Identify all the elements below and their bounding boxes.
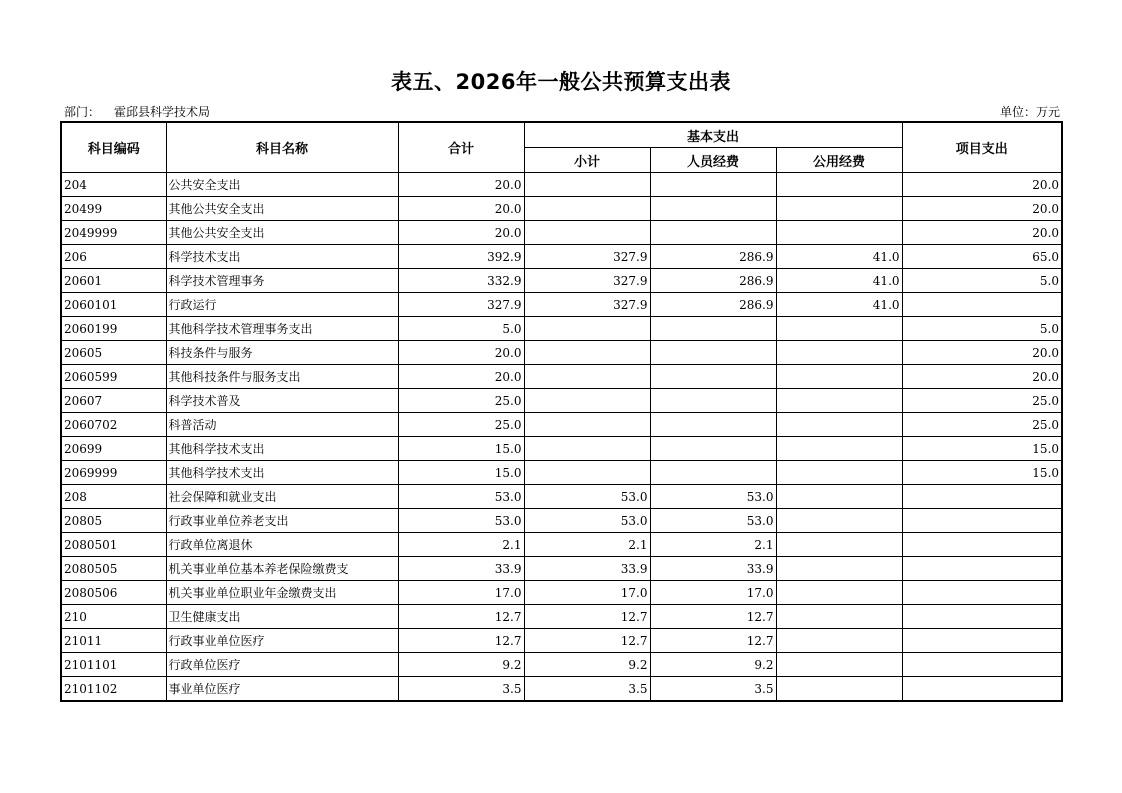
cell-project: 20.0 — [902, 365, 1062, 389]
cell-total: 53.0 — [398, 509, 524, 533]
cell-project — [902, 653, 1062, 677]
table-row — [61, 245, 1062, 269]
table-row — [61, 269, 1062, 293]
cell-name: 其他科学技术支出 — [166, 437, 398, 461]
cell-total: 327.9 — [398, 293, 524, 317]
header-total: 合计 — [398, 122, 524, 173]
cell-total: 20.0 — [398, 221, 524, 245]
cell-name: 事业单位医疗 — [166, 677, 398, 702]
cell-name: 卫生健康支出 — [166, 605, 398, 629]
table-row — [61, 557, 1062, 581]
cell-subtotal: 327.9 — [524, 245, 650, 269]
cell-name: 其他公共安全支出 — [166, 197, 398, 221]
cell-project: 15.0 — [902, 461, 1062, 485]
cell-project — [902, 533, 1062, 557]
cell-code: 2060101 — [61, 293, 166, 317]
cell-total: 33.9 — [398, 557, 524, 581]
cell-name: 行政事业单位医疗 — [166, 629, 398, 653]
cell-subtotal: 327.9 — [524, 293, 650, 317]
cell-name: 科学技术普及 — [166, 389, 398, 413]
table-row — [61, 389, 1062, 413]
cell-name: 科学技术管理事务 — [166, 269, 398, 293]
cell-code: 2080506 — [61, 581, 166, 605]
cell-code: 2060199 — [61, 317, 166, 341]
cell-personnel: 2.1 — [650, 533, 776, 557]
cell-code: 20499 — [61, 197, 166, 221]
table-row — [61, 341, 1062, 365]
cell-project: 65.0 — [902, 245, 1062, 269]
table-row — [61, 173, 1062, 197]
cell-subtotal: 17.0 — [524, 581, 650, 605]
cell-name: 科学技术支出 — [166, 245, 398, 269]
table-row — [61, 653, 1062, 677]
cell-public — [776, 509, 902, 533]
cell-total: 12.7 — [398, 605, 524, 629]
cell-project — [902, 557, 1062, 581]
cell-name: 其他科学技术管理事务支出 — [166, 317, 398, 341]
cell-code: 208 — [61, 485, 166, 509]
cell-personnel: 286.9 — [650, 269, 776, 293]
cell-total: 25.0 — [398, 389, 524, 413]
cell-code: 21011 — [61, 629, 166, 653]
cell-subtotal: 2.1 — [524, 533, 650, 557]
budget-table — [60, 121, 1063, 702]
header-code: 科目编码 — [61, 122, 166, 173]
cell-project: 25.0 — [902, 413, 1062, 437]
cell-subtotal — [524, 173, 650, 197]
cell-project: 20.0 — [902, 221, 1062, 245]
cell-public — [776, 533, 902, 557]
cell-code: 210 — [61, 605, 166, 629]
cell-project — [902, 293, 1062, 317]
cell-personnel: 3.5 — [650, 677, 776, 702]
department-label: 部门： — [64, 105, 101, 119]
cell-total: 2.1 — [398, 533, 524, 557]
cell-subtotal — [524, 197, 650, 221]
cell-personnel: 33.9 — [650, 557, 776, 581]
page-title: 表五、2026年一般公共预算支出表 — [391, 70, 731, 94]
cell-code: 2069999 — [61, 461, 166, 485]
cell-code: 2049999 — [61, 221, 166, 245]
cell-name: 行政单位离退休 — [166, 533, 398, 557]
header-basic: 基本支出 — [524, 122, 902, 148]
cell-total: 20.0 — [398, 365, 524, 389]
cell-public — [776, 629, 902, 653]
cell-name: 公共安全支出 — [166, 173, 398, 197]
header-personnel: 人员经费 — [650, 148, 776, 173]
cell-name: 行政事业单位养老支出 — [166, 509, 398, 533]
cell-project — [902, 509, 1062, 533]
cell-personnel — [650, 197, 776, 221]
cell-personnel — [650, 461, 776, 485]
cell-public — [776, 221, 902, 245]
cell-public — [776, 485, 902, 509]
cell-total: 53.0 — [398, 485, 524, 509]
cell-total: 17.0 — [398, 581, 524, 605]
cell-code: 206 — [61, 245, 166, 269]
cell-name: 其他科学技术支出 — [166, 461, 398, 485]
table-row — [61, 293, 1062, 317]
cell-public — [776, 365, 902, 389]
cell-subtotal — [524, 389, 650, 413]
cell-total: 20.0 — [398, 197, 524, 221]
table-header — [61, 122, 1062, 173]
cell-subtotal — [524, 317, 650, 341]
cell-subtotal: 33.9 — [524, 557, 650, 581]
table-row — [61, 317, 1062, 341]
table-row — [61, 509, 1062, 533]
cell-code: 2101101 — [61, 653, 166, 677]
cell-public: 41.0 — [776, 269, 902, 293]
cell-subtotal: 9.2 — [524, 653, 650, 677]
cell-public — [776, 437, 902, 461]
department-info — [64, 103, 210, 120]
cell-subtotal — [524, 437, 650, 461]
cell-public: 41.0 — [776, 245, 902, 269]
cell-subtotal — [524, 341, 650, 365]
cell-personnel: 53.0 — [650, 485, 776, 509]
cell-project — [902, 581, 1062, 605]
unit-info: 单位：万元 — [999, 105, 1060, 119]
cell-subtotal — [524, 365, 650, 389]
table-row — [61, 221, 1062, 245]
table-row — [61, 533, 1062, 557]
cell-name: 行政单位医疗 — [166, 653, 398, 677]
table-body — [61, 173, 1062, 702]
cell-public — [776, 389, 902, 413]
cell-name: 社会保障和就业支出 — [166, 485, 398, 509]
cell-total: 15.0 — [398, 437, 524, 461]
cell-subtotal: 53.0 — [524, 509, 650, 533]
cell-public: 41.0 — [776, 293, 902, 317]
cell-project: 5.0 — [902, 317, 1062, 341]
cell-personnel — [650, 173, 776, 197]
cell-public — [776, 461, 902, 485]
table-row — [61, 461, 1062, 485]
department-value: 霍邱县科学技术局 — [114, 105, 211, 119]
table-row — [61, 413, 1062, 437]
cell-subtotal: 12.7 — [524, 629, 650, 653]
cell-total: 392.9 — [398, 245, 524, 269]
cell-code: 20601 — [61, 269, 166, 293]
header-name: 科目名称 — [166, 122, 398, 173]
cell-total: 3.5 — [398, 677, 524, 702]
cell-name: 科技条件与服务 — [166, 341, 398, 365]
cell-project: 5.0 — [902, 269, 1062, 293]
cell-personnel: 12.7 — [650, 629, 776, 653]
cell-public — [776, 317, 902, 341]
header-public: 公用经费 — [776, 148, 902, 173]
table-row — [61, 581, 1062, 605]
cell-total: 9.2 — [398, 653, 524, 677]
table-row — [61, 197, 1062, 221]
cell-name: 科普活动 — [166, 413, 398, 437]
cell-personnel: 9.2 — [650, 653, 776, 677]
cell-subtotal: 53.0 — [524, 485, 650, 509]
header-project: 项目支出 — [902, 122, 1062, 173]
cell-code: 204 — [61, 173, 166, 197]
cell-total: 20.0 — [398, 341, 524, 365]
cell-public — [776, 581, 902, 605]
cell-code: 2060702 — [61, 413, 166, 437]
cell-personnel: 286.9 — [650, 293, 776, 317]
cell-code: 20605 — [61, 341, 166, 365]
cell-name: 其他科技条件与服务支出 — [166, 365, 398, 389]
table-row — [61, 365, 1062, 389]
table-row — [61, 437, 1062, 461]
cell-total: 25.0 — [398, 413, 524, 437]
cell-name: 行政运行 — [166, 293, 398, 317]
cell-project: 20.0 — [902, 197, 1062, 221]
cell-public — [776, 605, 902, 629]
cell-project: 25.0 — [902, 389, 1062, 413]
cell-subtotal — [524, 461, 650, 485]
cell-public — [776, 341, 902, 365]
cell-personnel — [650, 221, 776, 245]
cell-project — [902, 677, 1062, 702]
cell-subtotal: 12.7 — [524, 605, 650, 629]
cell-project: 20.0 — [902, 173, 1062, 197]
cell-personnel: 12.7 — [650, 605, 776, 629]
cell-public — [776, 173, 902, 197]
table-row — [61, 605, 1062, 629]
cell-personnel — [650, 341, 776, 365]
cell-personnel — [650, 317, 776, 341]
cell-name: 机关事业单位基本养老保险缴费支 — [166, 557, 398, 581]
header-subtotal: 小计 — [524, 148, 650, 173]
cell-project — [902, 605, 1062, 629]
cell-name: 其他公共安全支出 — [166, 221, 398, 245]
cell-public — [776, 557, 902, 581]
cell-personnel — [650, 437, 776, 461]
cell-code: 20805 — [61, 509, 166, 533]
cell-project: 15.0 — [902, 437, 1062, 461]
cell-total: 20.0 — [398, 173, 524, 197]
cell-personnel: 286.9 — [650, 245, 776, 269]
cell-subtotal: 3.5 — [524, 677, 650, 702]
cell-personnel — [650, 413, 776, 437]
cell-code: 2060599 — [61, 365, 166, 389]
cell-total: 5.0 — [398, 317, 524, 341]
cell-code: 20699 — [61, 437, 166, 461]
table-row — [61, 485, 1062, 509]
cell-project: 20.0 — [902, 341, 1062, 365]
cell-name: 机关事业单位职业年金缴费支出 — [166, 581, 398, 605]
table-row — [61, 629, 1062, 653]
cell-total: 332.9 — [398, 269, 524, 293]
cell-code: 2080505 — [61, 557, 166, 581]
cell-project — [902, 485, 1062, 509]
table-row — [61, 677, 1062, 702]
cell-public — [776, 413, 902, 437]
cell-total: 12.7 — [398, 629, 524, 653]
cell-public — [776, 197, 902, 221]
cell-personnel: 17.0 — [650, 581, 776, 605]
cell-code: 2080501 — [61, 533, 166, 557]
cell-public — [776, 653, 902, 677]
cell-code: 20607 — [61, 389, 166, 413]
cell-personnel: 53.0 — [650, 509, 776, 533]
cell-personnel — [650, 389, 776, 413]
cell-code: 2101102 — [61, 677, 166, 702]
cell-project — [902, 629, 1062, 653]
cell-subtotal — [524, 413, 650, 437]
cell-subtotal: 327.9 — [524, 269, 650, 293]
cell-subtotal — [524, 221, 650, 245]
cell-total: 15.0 — [398, 461, 524, 485]
cell-public — [776, 677, 902, 702]
cell-personnel — [650, 365, 776, 389]
